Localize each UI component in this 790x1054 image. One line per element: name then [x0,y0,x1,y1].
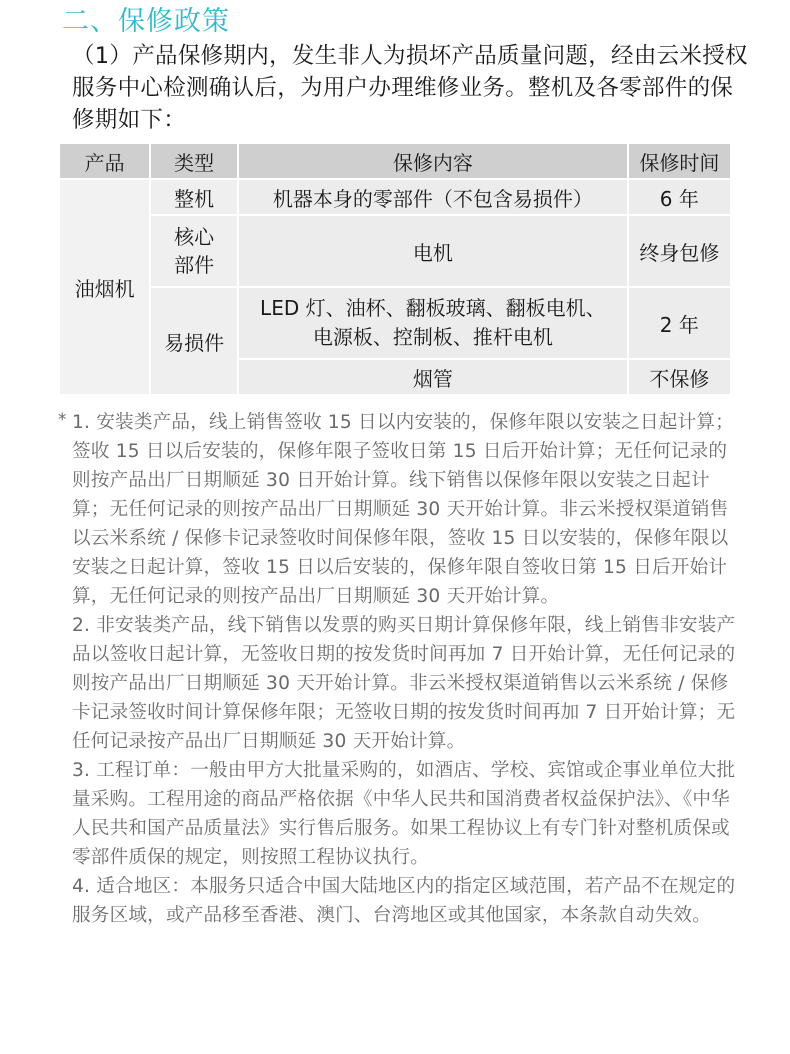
type-cell: 易损件 [150,287,238,395]
period-cell: 2 年 [628,287,731,359]
note-asterisk: * [58,410,67,430]
product-cell: 油烟机 [59,179,150,395]
header-product: 产品 [59,143,150,179]
period-cell: 不保修 [628,359,731,395]
content-cell: 电机 [238,215,628,287]
warranty-table [58,142,732,396]
type-cell [150,215,238,287]
table-header-row [59,143,731,179]
type-cell: 整机 [150,179,238,215]
notes-list [72,408,740,930]
intro-paragraph: （1）产品保修期内，发生非人为损坏产品质量问题，经由云米授权服务中心检测确认后，为用户办理维修业务。整机及各零部件的保修期如下： [72,43,748,133]
section-title: 二、保修政策 [62,6,230,37]
table-row [59,179,731,215]
header-period: 保修时间 [628,143,731,179]
header-content: 保修内容 [238,143,628,179]
note-item: 3. 工程订单：一般由甲方大批量采购的，如酒店、学校、宾馆或企事业单位大批量采购。工程用途的商品严格依据《中华人民共和国消费者权益保护法》、《中华人民共和国产品质量法》实行售后服务。如果工程协议上有专门针对整机质保或零部件质保的规定，则按照工程协议执行。 [72,760,736,868]
type-core-parts: 核心部件 [174,225,215,277]
note-item: 4. 适合地区：本服务只适合中国大陆地区内的指定区域范围，若产品不在规定的服务区域，或产品移至香港、澳门、台湾地区或其他国家，本条款自动失效。 [72,876,736,926]
header-type: 类型 [150,143,238,179]
note-item: 2. 非安装类产品，线下销售以发票的购买日期计算保修年限，线上销售非安装产品以签收日起计算，无签收日期的按发货时间再加 7 日开始计算，无任何记录的则按产品出厂日期顺延 30 天开始计算。非云米授权渠道销售以云米系统 / 保修卡记录签收时间计算保修年限；无签收日期的按发货时间再加 7 日开始计算；无任何记录按产品出厂日期顺延 30 天开始计算。 [72,615,736,752]
table-row [59,287,731,359]
table-row [59,215,731,287]
content-wear-parts: LED 灯、油杯、翻板玻璃、翻板电机、电源板、控制板、推杆电机 [260,296,606,349]
content-cell: 烟管 [238,359,628,395]
content-cell: 机器本身的零部件（不包含易损件） [238,179,628,215]
period-cell: 终身包修 [628,215,731,287]
period-cell: 6 年 [628,179,731,215]
note-item: 1. 安装类产品，线上销售签收 15 日以内安装的，保修年限以安装之日起计算；签收 15 日以后安装的，保修年限子签收日第 15 日后开始计算；无任何记录的则按产品出厂日期顺延 30 日开始计算。线下销售以保修年限以安装之日起计算；无任何记录的则按产品出厂日期顺延 30 天开始计算。非云米授权渠道销售以云米系统 / 保修卡记录签收时间保修年限，签收 15 日以安装的，保修年限以安装之日起计算，签收 15 日以后安装的，保修年限自签收日第 15 日后开始计算，无任何记录的则按产品出厂日期顺延 30 天开始计算。 [72,412,734,607]
content-cell [238,287,628,359]
